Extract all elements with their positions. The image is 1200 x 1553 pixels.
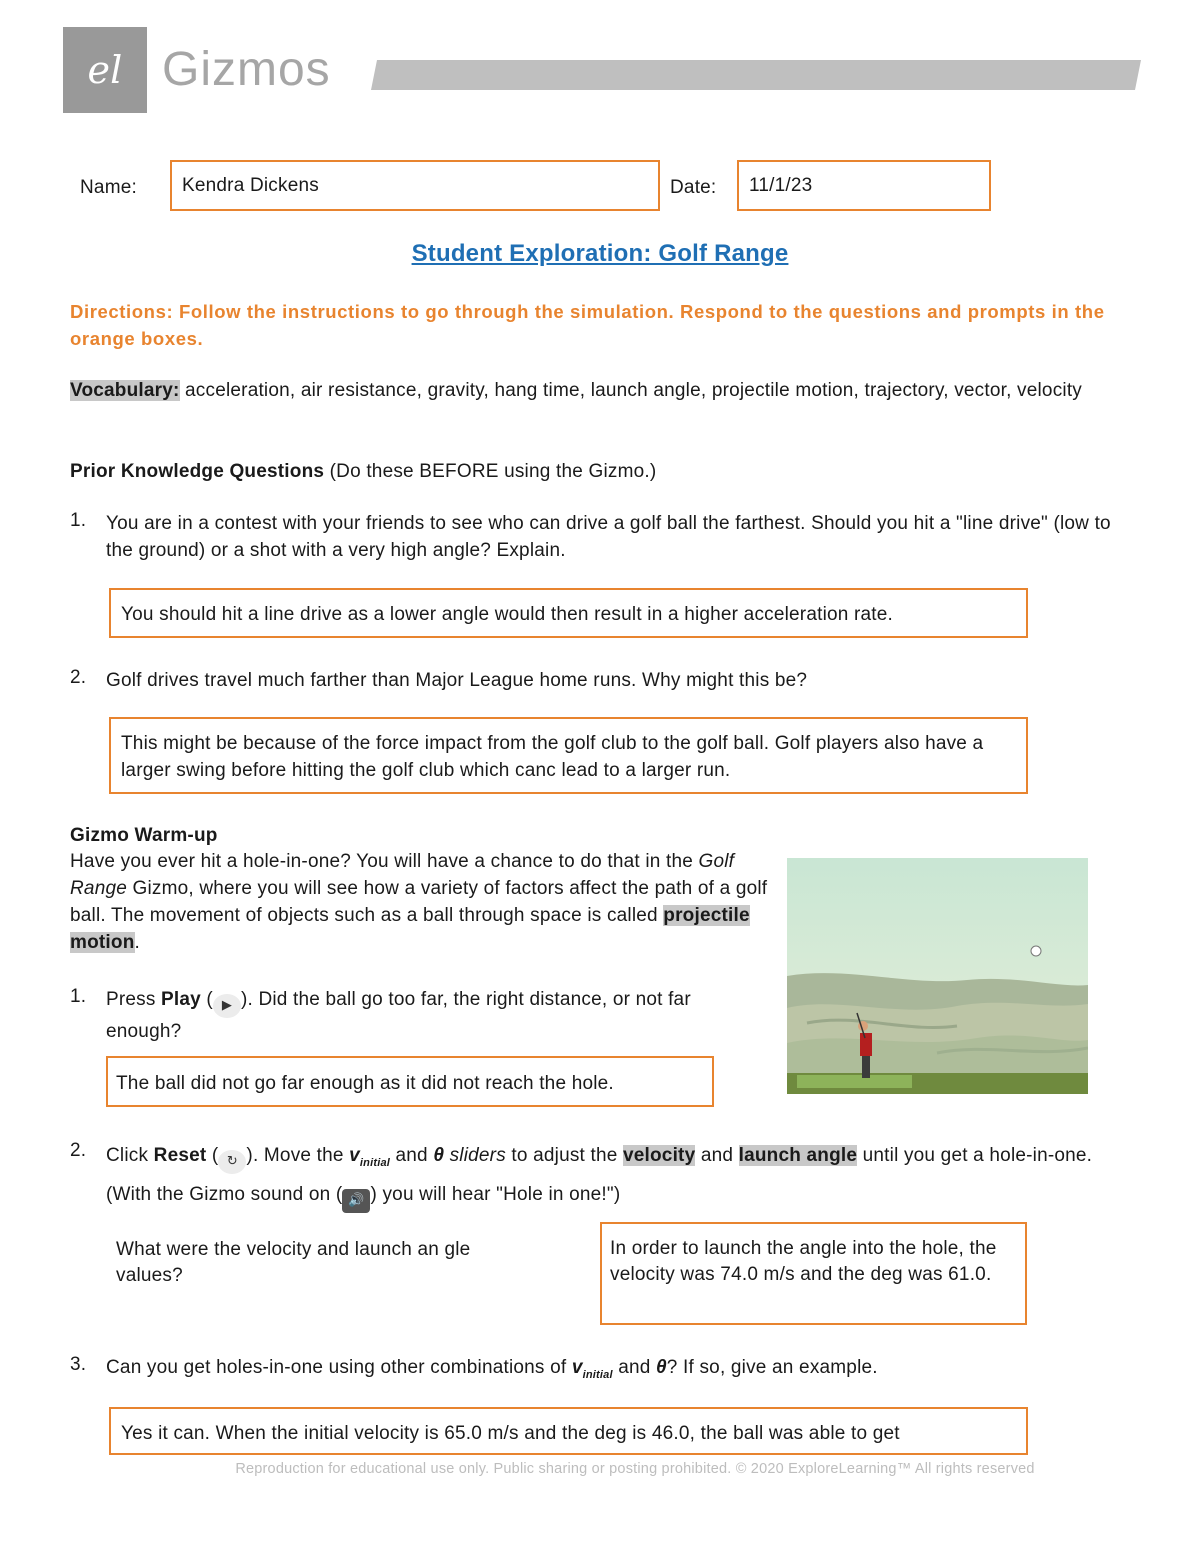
warmup-q2-prompt: What were the velocity and launch an gle values? — [116, 1239, 471, 1286]
question-text: Press Play ( ▶ ). Did the ball go too far, the right distance, or not far enough? — [106, 989, 691, 1042]
warmup-question-3 — [70, 1354, 1130, 1384]
prior-question-2 — [70, 667, 1130, 697]
name-field[interactable] — [170, 160, 660, 211]
question-number: 2. — [70, 667, 87, 688]
question-number: 3. — [70, 1354, 87, 1375]
answer-text: Yes it can. When the initial velocity is 65.0 m/s and the deg is 46.0, the ball was able to get — [121, 1423, 900, 1444]
name-label: Name: — [80, 177, 137, 198]
play-icon: ▶ — [213, 994, 241, 1018]
answer-box-warmup-3[interactable] — [109, 1407, 1028, 1455]
sound-icon: 🔊 — [342, 1189, 370, 1213]
answer-box-prior-2[interactable] — [109, 717, 1028, 794]
golf-range-image — [787, 858, 1088, 1094]
gizmos-logo-text: Gizmos — [162, 43, 331, 96]
golf-ball — [1031, 946, 1041, 956]
question-number: 2. — [70, 1140, 87, 1161]
term-highlight: projectile motion — [70, 905, 750, 953]
answer-box-prior-1[interactable] — [109, 588, 1028, 638]
question-number: 1. — [70, 510, 87, 531]
prior-heading: Prior Knowledge Questions — [70, 461, 325, 482]
vocabulary-label: Vocabulary: — [70, 380, 180, 401]
answer-text: The ball did not go far enough as it did not reach the hole. — [116, 1073, 614, 1094]
warmup-question-1 — [70, 986, 710, 1042]
prior-note: (Do these BEFORE using the Gizmo.) — [324, 461, 657, 482]
date-value: 11/1/23 — [749, 175, 813, 196]
warmup-intro: Have you ever hit a hole-in-one? You will have a chance to do that in the Golf Range Gizmo, where you will see how a variety of factors affect the path of a golf ball. The movement of objects such as a ball through space is called projectile motion. — [70, 851, 768, 953]
question-text: Golf drives travel much farther than Major League home runs. Why might this be? — [106, 670, 808, 691]
warmup-heading-text: Gizmo Warm-up — [70, 825, 218, 846]
vocabulary — [70, 377, 1130, 404]
answer-box-warmup-2[interactable] — [600, 1222, 1027, 1325]
page-title: Student Exploration: Golf Range — [411, 240, 789, 267]
svg-text:el: el — [87, 48, 123, 92]
reset-icon: ↻ — [218, 1150, 246, 1174]
vocabulary-text: acceleration, air resistance, gravity, hang time, launch angle, projectile motion, trajectory, vector, velocity — [179, 380, 1083, 401]
answer-text: You should hit a line drive as a lower angle would then result in a higher acceleration rate. — [121, 604, 894, 625]
answer-text: In order to launch the angle into the hole, the velocity was 74.0 m/s and the deg was 61.0. — [610, 1238, 997, 1285]
gizmos-logo-mark — [63, 27, 147, 113]
date-field[interactable] — [737, 160, 991, 211]
warmup-heading — [70, 822, 218, 849]
header-bar — [371, 60, 1141, 90]
directions: Directions: Follow the instructions to go through the simulation. Respond to the questions and prompts in the orange boxes. — [70, 301, 1105, 349]
date-label: Date: — [670, 177, 717, 198]
footer-copyright: Reproduction for educational use only. Public sharing or posting prohibited. © 2020 ExploreLearning™ All rights reserved — [235, 1461, 1035, 1477]
launch-angle-highlight: launch angle — [738, 1145, 858, 1166]
answer-text: This might be because of the force impact from the golf club to the golf ball. Golf players also have a larger swing before hitting the golf club which canc lead to a larger run. — [121, 733, 984, 781]
answer-box-warmup-1[interactable] — [106, 1056, 714, 1107]
velocity-highlight: velocity — [622, 1145, 696, 1166]
question-text: Click Reset ( ↻ ). Move the $v_{initial}$ and θ sliders to adjust the velocity and launch angle until you get a hole-in-one. (With the Gizmo sound on ( 🔊 ) you will hear "Hole in one!") — [106, 1140, 1130, 1213]
prior-question-1 — [70, 510, 1130, 570]
question-text: Can you get holes-in-one using other combinations of $v_{initial}$ and θ? If so, give an example. — [106, 1357, 878, 1381]
name-value: Kendra Dickens — [182, 175, 319, 196]
warmup-question-2 — [70, 1140, 1130, 1207]
question-number: 1. — [70, 986, 87, 1007]
prior-knowledge-heading — [70, 458, 656, 485]
question-text: You are in a contest with your friends to see who can drive a golf ball the farthest. Should you hit a "line drive" (low to the ground) or a shot with a very high angle? Explain. — [106, 513, 1111, 561]
el-logo-icon — [63, 27, 147, 113]
